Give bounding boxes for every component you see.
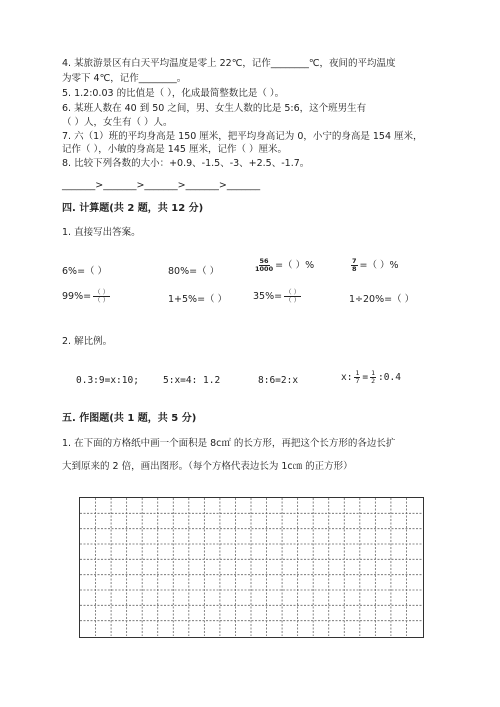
grid-lines (80, 498, 422, 636)
question-6-line-2: （ ）人，女生有（ ）人。 (62, 117, 173, 128)
fraction-numerator: （ ） (285, 288, 301, 296)
calc-35-percent (253, 289, 303, 304)
section-4-title: 四. 计算题(共 2 题，共 12 分) (62, 203, 204, 214)
ratio-c: 8:6=2:x (258, 375, 299, 386)
fraction-7-8 (351, 258, 358, 273)
blank-fraction (93, 289, 110, 304)
question-7-line-1: 7. 六（1）班的平均身高是 150 厘米，把平均身高记为 0，小宁的身高是 154 厘米， (62, 131, 423, 142)
calc-99-percent (62, 289, 112, 304)
fraction-56-1000 (255, 258, 273, 273)
fraction-numerator: 1 (371, 369, 376, 377)
question-8: 8. 比较下列各数的大小：+0.9、-1.5、-3、+2.5、-1.7。 (62, 158, 310, 169)
ratio-a: 0.3:9=x:10; (76, 375, 139, 386)
fraction-denominator: （ ） (285, 296, 301, 304)
ratio-d-prefix: x: (341, 372, 353, 383)
question-5: 5. 1.2:0.03 的比值是（ ），化成最简整数比是（ ）。 (62, 88, 285, 99)
fraction-numerator: 1 (355, 369, 360, 377)
ratio-b: 5:x=4: 1.2 (163, 375, 221, 386)
ratio-d-suffix: :0.4 (378, 372, 401, 383)
calc-7-over-8 (349, 257, 399, 273)
fraction-denominator: 7 (355, 377, 360, 385)
question-6-line-1: 6. 某班人数在 40 到 50 之间，男、女生人数的比是 5:6，这个班男生有 (62, 103, 367, 114)
fraction-denominator: 8 (352, 265, 357, 273)
calc-80-percent: 80%=（ ） (168, 266, 220, 277)
section-5-q1-line-1: 1. 在下面的方格纸中画一个面积是 8c㎡ 的长方形，再把这个长方形的各边长扩 (62, 438, 396, 449)
calc-1-plus-5-percent: 1+5%=（ ） (168, 294, 228, 305)
calc-99-percent-label: 99%= (62, 291, 92, 302)
calc-56-over-1000-rest: =（ ）% (275, 260, 315, 271)
section-5-q1-line-2: 大到原来的 2 倍，画出图形。（每个方格代表边长为 1c㎝ 的正方形） (62, 461, 353, 472)
blank-fraction (284, 289, 301, 304)
section-4-q1-title: 1. 直接写出答案。 (62, 227, 141, 238)
calc-56-over-1000 (253, 257, 314, 273)
fraction-denominator: 1000 (255, 265, 274, 273)
fraction-denominator: （ ） (94, 296, 110, 304)
ratio-d-equals: = (362, 372, 369, 383)
calc-1-div-20-percent: 1÷20%=（ ） (349, 294, 415, 305)
ratio-d (341, 370, 401, 385)
grid-paper[interactable] (79, 497, 424, 638)
question-4-line-2: 为零下 4℃，记作________。 (62, 73, 187, 84)
fraction-1-2 (370, 370, 376, 385)
question-4-line-1: 4. 某旅游景区有白天平均温度是零上 22℃，记作________℃，夜间的平均温度 (62, 58, 396, 69)
section-4-q2-title: 2. 解比例。 (62, 336, 113, 347)
fraction-1-7 (354, 370, 360, 385)
fraction-numerator: 7 (352, 257, 357, 265)
fraction-denominator: 2 (371, 377, 376, 385)
calc-7-over-8-rest: =（ ）% (359, 260, 399, 271)
fraction-numerator: （ ） (94, 288, 110, 296)
question-8-answer-blanks: _______>_______>_______>_______>_______ (62, 180, 261, 191)
question-7-line-2: 记作（ ），小敏的身高是 145 厘米，记作（ ）厘米。 (62, 144, 287, 155)
fraction-numerator: 56 (259, 257, 269, 265)
section-5-title: 五. 作图题(共 1 题，共 5 分) (62, 413, 197, 424)
calc-6-percent: 6%=（ ） (62, 266, 108, 277)
calc-35-percent-label: 35%= (253, 291, 283, 302)
